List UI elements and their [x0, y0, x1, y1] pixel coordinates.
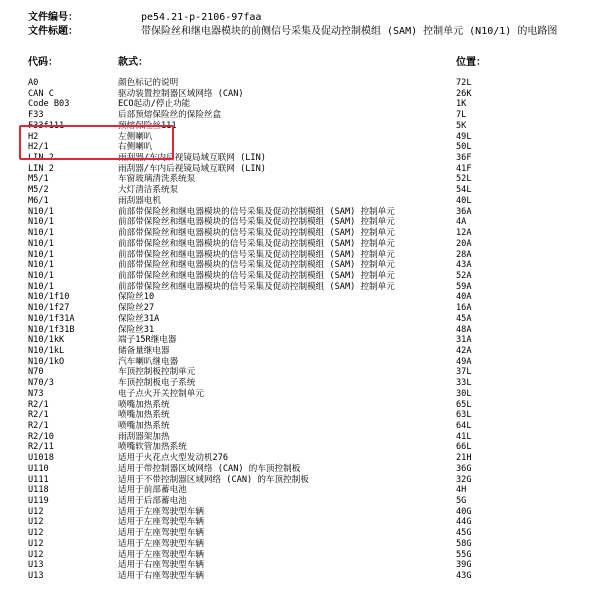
row-description: 适用于右座驾驶型车辆	[118, 571, 204, 582]
table-row	[0, 110, 603, 121]
table-row	[0, 121, 603, 132]
table-row	[0, 367, 603, 378]
row-description: 适用于带控制器区域网络 (CAN) 的车顶控制板	[118, 463, 301, 474]
row-position: 55G	[456, 549, 472, 560]
row-code: U12	[28, 506, 44, 517]
file-title-label: 文件标题：	[28, 26, 78, 37]
row-description: 适用于左座驾驶型车辆	[118, 538, 204, 549]
row-code: N70	[28, 367, 44, 378]
row-code: N10/1kK	[28, 335, 65, 346]
row-position: 50L	[456, 142, 472, 153]
row-description: 后部预熔保险丝的保险丝盒	[118, 110, 222, 121]
table-row	[0, 453, 603, 464]
table-row	[0, 250, 603, 261]
row-code: N10/1f27	[28, 303, 70, 314]
row-code: U13	[28, 560, 44, 571]
row-description: 端子15R继电器	[118, 335, 177, 346]
row-code: R2/11	[28, 442, 54, 453]
row-position: 58G	[456, 538, 472, 549]
row-position: 43G	[456, 571, 472, 582]
row-description: 前部带保险丝和继电器模块的信号采集及促动控制模组 (SAM) 控制单元	[118, 281, 395, 292]
row-code: N10/1f10	[28, 292, 70, 303]
table-row	[0, 335, 603, 346]
row-description: 右侧喇叭	[118, 142, 153, 153]
row-code: N10/1	[28, 238, 54, 249]
table-row	[0, 174, 603, 185]
table-row	[0, 550, 603, 561]
row-description: 适用于左座驾驶型车辆	[118, 528, 204, 539]
row-description: 前部带保险丝和继电器模块的信号采集及促动控制模组 (SAM) 控制单元	[118, 249, 395, 260]
row-position: 49L	[456, 131, 472, 142]
row-position: 36G	[456, 463, 472, 474]
row-code: M6/1	[28, 195, 49, 206]
table-row	[0, 528, 603, 539]
row-position: 41L	[456, 431, 472, 442]
row-position: 12A	[456, 228, 472, 239]
row-code: Code B03	[28, 99, 70, 110]
row-code: U12	[28, 517, 44, 528]
file-title-value: 带保险丝和继电器模块的前侧信号采集及促动控制模组 (SAM) 控制单元 (N10/1) 的电路图	[141, 26, 558, 37]
row-code: N70/3	[28, 378, 54, 389]
row-description: 前部带保险丝和继电器模块的信号采集及促动控制模组 (SAM) 控制单元	[118, 217, 395, 228]
table-row	[0, 142, 603, 153]
row-code: U1018	[28, 453, 54, 464]
row-position: 59A	[456, 281, 472, 292]
row-description: 适用于前部蓄电池	[118, 485, 187, 496]
row-description: 适用于后部蓄电池	[118, 496, 187, 507]
row-code: F33f111	[28, 120, 65, 131]
row-position: 26K	[456, 88, 472, 99]
table-row	[0, 400, 603, 411]
row-description: 预熔保险丝111	[118, 120, 177, 131]
row-position: 40L	[456, 195, 472, 206]
row-position: 44G	[456, 517, 472, 528]
column-header-position: 位置：	[456, 57, 486, 68]
row-description: 电子点火开关控制单元	[118, 388, 204, 399]
row-code: N10/1kO	[28, 356, 65, 367]
table-row	[0, 346, 603, 357]
table-row	[0, 410, 603, 421]
row-description: 适用于左座驾驶型车辆	[118, 506, 204, 517]
row-code: R2/10	[28, 431, 54, 442]
table-row	[0, 260, 603, 271]
row-code: N10/1	[28, 228, 54, 239]
row-code: U12	[28, 538, 44, 549]
row-description: 雨刮器电机	[118, 195, 161, 206]
row-position: 7L	[456, 110, 467, 121]
row-description: 车顶控制板控制单元	[118, 367, 196, 378]
table-row	[0, 99, 603, 110]
component-table	[0, 78, 603, 582]
table-row	[0, 485, 603, 496]
row-position: 42A	[456, 345, 472, 356]
row-code: U118	[28, 485, 49, 496]
row-code: LIN 2	[28, 163, 54, 174]
row-code: N10/1	[28, 206, 54, 217]
row-position: 32G	[456, 474, 472, 485]
row-code: R2/1	[28, 410, 49, 421]
row-position: 5K	[456, 120, 467, 131]
table-row	[0, 517, 603, 528]
row-description: 保险丝10	[118, 292, 155, 303]
table-row	[0, 132, 603, 143]
row-position: 63L	[456, 410, 472, 421]
row-position: 16A	[456, 303, 472, 314]
row-position: 20A	[456, 238, 472, 249]
row-description: 喷嘴加热系统	[118, 399, 170, 410]
row-position: 40A	[456, 292, 472, 303]
row-position: 36A	[456, 206, 472, 217]
row-description: ECO起动/停止功能	[118, 99, 191, 110]
row-position: 33L	[456, 378, 472, 389]
table-row	[0, 185, 603, 196]
row-code: R2/1	[28, 399, 49, 410]
table-row	[0, 442, 603, 453]
row-code: A0	[28, 78, 39, 88]
table-row	[0, 196, 603, 207]
row-position: 41F	[456, 163, 472, 174]
row-position: 39G	[456, 560, 472, 571]
row-code: N10/1	[28, 281, 54, 292]
row-code: N10/1	[28, 249, 54, 260]
row-description: 前部带保险丝和继电器模块的信号采集及促动控制模组 (SAM) 控制单元	[118, 238, 395, 249]
row-description: 车顶控制板电子系统	[118, 378, 196, 389]
table-row	[0, 89, 603, 100]
row-description: 储备量继电器	[118, 345, 170, 356]
row-position: 37L	[456, 367, 472, 378]
row-description: 喷嘴加热系统	[118, 421, 170, 431]
table-row	[0, 282, 603, 293]
row-position: 72L	[456, 78, 472, 88]
table-row	[0, 464, 603, 475]
row-code: H2	[28, 131, 39, 142]
row-code: N10/1f31B	[28, 324, 75, 335]
row-description: 雨刮器/车内后视镜局域互联网 (LIN)	[118, 163, 266, 174]
table-row	[0, 507, 603, 518]
table-row	[0, 560, 603, 571]
row-position: 30L	[456, 388, 472, 399]
row-code: F33	[28, 110, 44, 121]
row-position: 31A	[456, 335, 472, 346]
row-position: 45A	[456, 313, 472, 324]
table-row	[0, 292, 603, 303]
row-code: M5/2	[28, 185, 49, 196]
row-code: M5/1	[28, 174, 49, 185]
row-description: 前部带保险丝和继电器模块的信号采集及促动控制模组 (SAM) 控制单元	[118, 206, 395, 217]
row-description: 适用于左座驾驶型车辆	[118, 549, 204, 560]
row-description: 汽车喇叭继电器	[118, 356, 179, 367]
table-row	[0, 432, 603, 443]
row-description: 前部带保险丝和继电器模块的信号采集及促动控制模组 (SAM) 控制单元	[118, 228, 395, 239]
row-code: U13	[28, 571, 44, 582]
row-code: U111	[28, 474, 49, 485]
row-position: 64L	[456, 421, 472, 431]
row-position: 48A	[456, 324, 472, 335]
row-position: 4A	[456, 217, 467, 228]
row-position: 5G	[456, 496, 467, 507]
row-description: 雨刮器架加热	[118, 431, 170, 442]
table-row	[0, 271, 603, 282]
row-code: N10/1kL	[28, 345, 65, 356]
column-header-description: 款式：	[118, 57, 148, 68]
row-position: 54L	[456, 185, 472, 196]
row-description: 大灯清洁系统泵	[118, 185, 179, 196]
table-row	[0, 421, 603, 432]
table-row	[0, 217, 603, 228]
row-code: U119	[28, 496, 49, 507]
table-row	[0, 496, 603, 507]
row-description: 适用于不带控制器区域网络 (CAN) 的车顶控制板	[118, 474, 309, 485]
row-position: 4H	[456, 485, 467, 496]
row-description: 适用于左座驾驶型车辆	[118, 517, 204, 528]
table-row	[0, 357, 603, 368]
table-row	[0, 325, 603, 336]
row-code: N10/1	[28, 270, 54, 281]
row-code: H2/1	[28, 142, 49, 153]
row-code: U12	[28, 549, 44, 560]
row-description: 保险丝31A	[118, 313, 160, 324]
row-code: U12	[28, 528, 44, 539]
table-row	[0, 539, 603, 550]
table-row	[0, 378, 603, 389]
row-description: 保险丝27	[118, 303, 155, 314]
row-code: N10/1	[28, 217, 54, 228]
row-code: N73	[28, 388, 44, 399]
row-description: 雨刮器/车内后视镜局域互联网 (LIN)	[118, 153, 266, 164]
row-position: 52L	[456, 174, 472, 185]
row-description: 适用于火花点火型发动机276	[118, 453, 229, 464]
row-code: N10/1	[28, 260, 54, 271]
table-row	[0, 239, 603, 250]
table-row	[0, 207, 603, 218]
row-position: 49A	[456, 356, 472, 367]
row-position: 1K	[456, 99, 467, 110]
row-position: 40G	[456, 506, 472, 517]
row-description: 喷嘴加热系统	[118, 410, 170, 421]
row-position: 36F	[456, 153, 472, 164]
file-number-value: pe54.21-p-2106-97faa	[141, 12, 262, 23]
table-row	[0, 389, 603, 400]
table-row	[0, 571, 603, 582]
row-code: CAN C	[28, 88, 54, 99]
row-position: 43A	[456, 260, 472, 271]
table-row	[0, 228, 603, 239]
row-code: N10/1f31A	[28, 313, 75, 324]
row-code: R2/1	[28, 421, 49, 431]
row-description: 车窗玻璃清洗系统泵	[118, 174, 196, 185]
table-row	[0, 164, 603, 175]
file-number-label: 文件编号：	[28, 12, 78, 23]
row-position: 65L	[456, 399, 472, 410]
row-position: 28A	[456, 249, 472, 260]
table-row	[0, 153, 603, 164]
row-description: 左侧喇叭	[118, 131, 153, 142]
row-description: 颜色标记的说明	[118, 78, 179, 88]
row-position: 52A	[456, 270, 472, 281]
row-position: 66L	[456, 442, 472, 453]
row-position: 21H	[456, 453, 472, 464]
row-code: LIN 2	[28, 153, 54, 164]
table-row	[0, 78, 603, 89]
row-description: 前部带保险丝和继电器模块的信号采集及促动控制模组 (SAM) 控制单元	[118, 270, 395, 281]
row-code: U110	[28, 463, 49, 474]
table-row	[0, 475, 603, 486]
row-description: 前部带保险丝和继电器模块的信号采集及促动控制模组 (SAM) 控制单元	[118, 260, 395, 271]
row-position: 45G	[456, 528, 472, 539]
row-description: 驱动装置控制器区域网络 (CAN)	[118, 88, 244, 99]
row-description: 保险丝31	[118, 324, 155, 335]
column-header-code: 代码：	[28, 57, 58, 68]
row-description: 喷嘴软管加热系统	[118, 442, 187, 453]
table-row	[0, 314, 603, 325]
table-row	[0, 303, 603, 314]
row-description: 适用于右座驾驶型车辆	[118, 560, 204, 571]
